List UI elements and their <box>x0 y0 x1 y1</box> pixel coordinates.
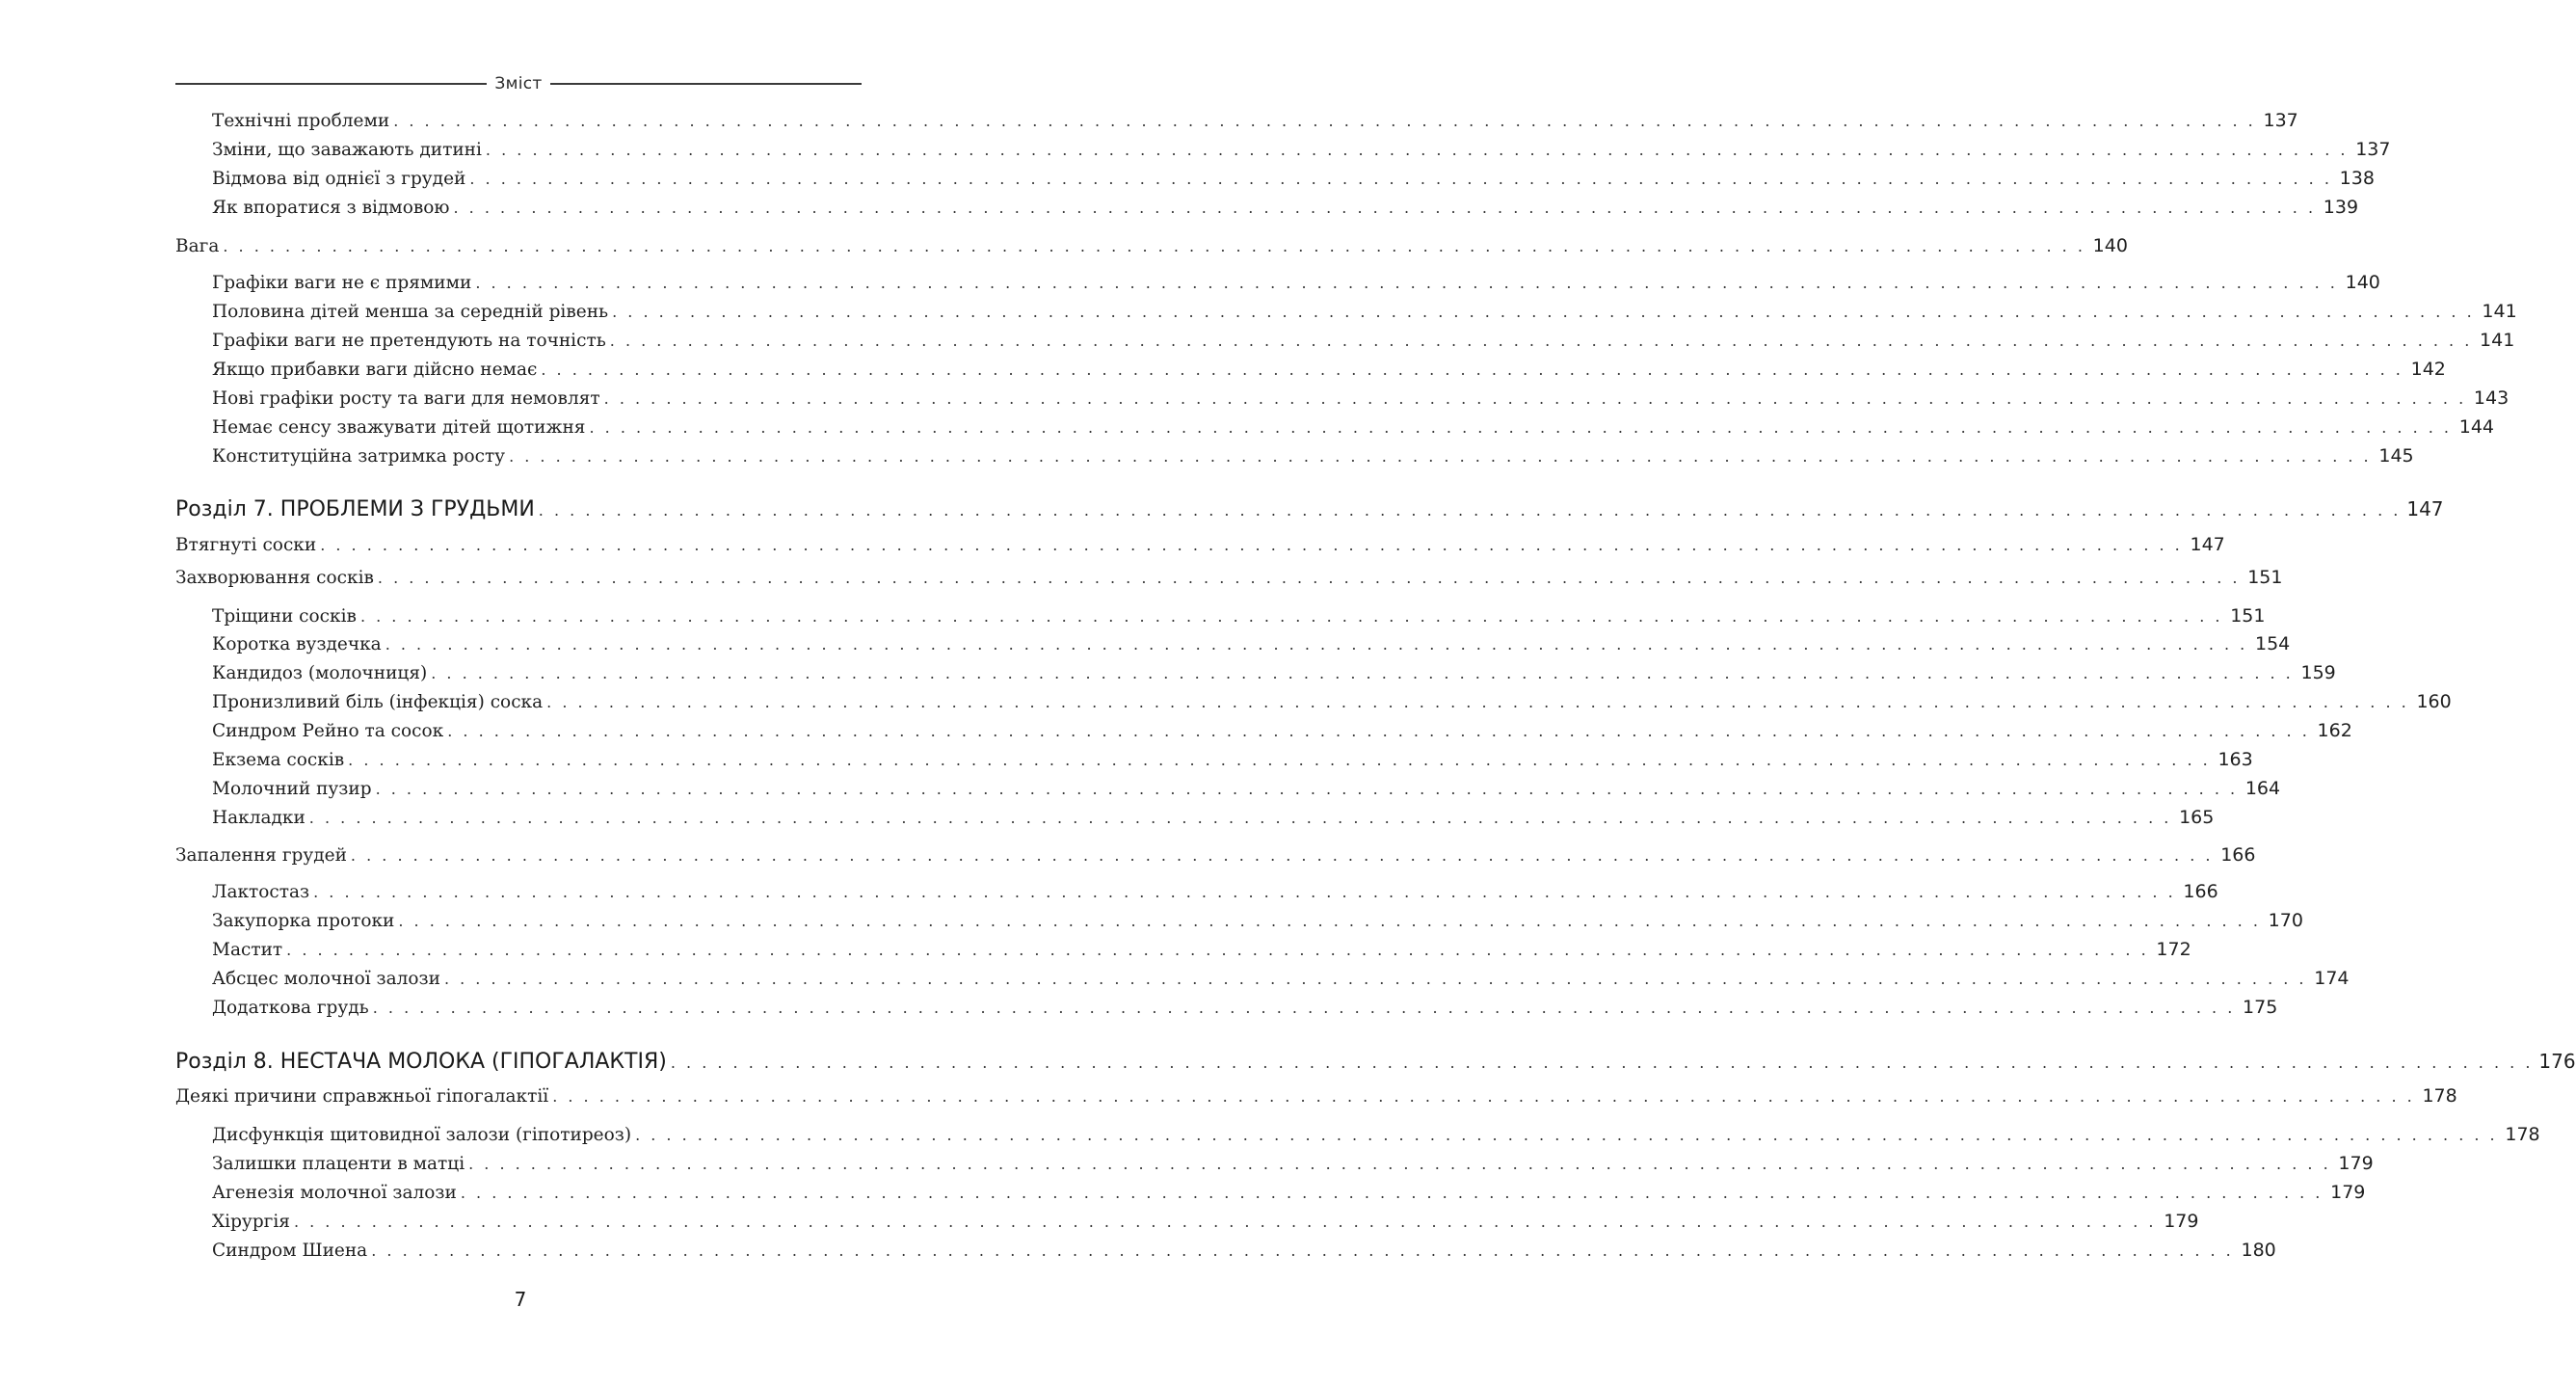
toc-entry-page-number: 137 <box>2263 110 2298 131</box>
toc-entry-page-number: 147 <box>2406 497 2444 520</box>
toc-entry-page-number: 145 <box>2378 445 2414 467</box>
dot-leader: . . . . . . . . . . . . . . . . . . . . . . . . . . . . . . . . . . . . . . . . . . . . . . . . . . . . . . . . . . . . . . . . . . . . . . . . . . . . . . . . . . . . . . . . . . . . . . . . . . . . . . . . . . . . . . . . . . . . . . . . <box>348 751 2211 769</box>
toc-entry-title: Дисфункція щитовидної залози (гіпотиреоз) <box>212 1125 632 1145</box>
dot-leader: . . . . . . . . . . . . . . . . . . . . . . . . . . . . . . . . . . . . . . . . . . . . . . . . . . . . . . . . . . . . . . . . . . . . . . . . . . . . . . . . . . . . . . . . . . . . . . . . . . . . . . . . . . . . . . . . . . . . . . . . <box>375 780 2239 798</box>
toc-entry-title: Якщо прибавки ваги дійсно немає <box>212 360 538 380</box>
toc-entry-sub <box>175 997 2278 1028</box>
dot-leader: . . . . . . . . . . . . . . . . . . . . . . . . . . . . . . . . . . . . . . . . . . . . . . . . . . . . . . . . . . . . . . . . . . . . . . . . . . . . . . . . . . . . . . . . . . . . . . . . . . . . . . . . . . . . . . . . . . . . . . . . <box>589 418 2453 437</box>
toc-entry-sub <box>175 662 2336 693</box>
dot-leader: . . . . . . . . . . . . . . . . . . . . . . . . . . . . . . . . . . . . . . . . . . . . . . . . . . . . . . . . . . . . . . . . . . . . . . . . . . . . . . . . . . . . . . . . . . . . . . . . . . . . . . . . . . . . . . . . . . . . . . . . <box>443 970 2307 988</box>
dot-leader: . . . . . . . . . . . . . . . . . . . . . . . . . . . . . . . . . . . . . . . . . . . . . . . . . . . . . . . . . . . . . . . . . . . . . . . . . . . . . . . . . . . . . . . . . . . . . . . . . . . . . . . . . . . . . . . . . . . . . . . . <box>538 501 2402 520</box>
dot-leader: . . . . . . . . . . . . . . . . . . . . . . . . . . . . . . . . . . . . . . . . . . . . . . . . . . . . . . . . . . . . . . . . . . . . . . . . . . . . . . . . . . . . . . . . . . . . . . . . . . . . . . . . . . . . . . . . . . . . . . . . <box>372 999 2236 1017</box>
toc-entry-page-number: 160 <box>2416 691 2452 712</box>
toc-entry-title: Агенезія молочної залози <box>212 1183 457 1203</box>
toc-entry-section <box>175 534 2225 565</box>
toc-entry-page-number: 143 <box>2473 387 2510 409</box>
toc-entry-title: Графіки ваги не претендують на точність <box>212 331 606 351</box>
toc-entry-page-number: 163 <box>2217 749 2253 770</box>
toc-entry-page-number: 174 <box>2314 968 2350 989</box>
toc-entry-sub <box>175 633 2291 664</box>
dot-leader: . . . . . . . . . . . . . . . . . . . . . . . . . . . . . . . . . . . . . . . . . . . . . . . . . . . . . . . . . . . . . . . . . . . . . . . . . . . . . . . . . . . . . . . . . . . . . . . . . . . . . . . . . . . . . . . . . . . . . . . . <box>223 237 2085 255</box>
toc-entry-title: Абсцес молочної залози <box>212 969 440 989</box>
toc-entry-sub <box>175 168 2375 199</box>
toc-entry-title: Кандидоз (молочниця) <box>212 663 428 683</box>
dot-leader: . . . . . . . . . . . . . . . . . . . . . . . . . . . . . . . . . . . . . . . . . . . . . . . . . . . . . . . . . . . . . . . . . . . . . . . . . . . . . . . . . . . . . . . . . . . . . . . . . . . . . . . . . . . . . . . . . . . . . . . . <box>350 846 2214 865</box>
toc-entry-page-number: 176 <box>2538 1050 2576 1073</box>
toc-entry-title: Конституційна затримка росту <box>212 446 506 467</box>
dot-leader: . . . . . . . . . . . . . . . . . . . . . . . . . . . . . . . . . . . . . . . . . . . . . . . . . . . . . . . . . . . . . . . . . . . . . . . . . . . . . . . . . . . . . . . . . . . . . . . . . . . . . . . . . . . . . . . . . . . . . . . . <box>541 360 2403 379</box>
toc-entry-title: Мастит <box>212 940 283 960</box>
toc-entry-title: Захворювання сосків <box>175 568 374 588</box>
dot-leader: . . . . . . . . . . . . . . . . . . . . . . . . . . . . . . . . . . . . . . . . . . . . . . . . . . . . . . . . . . . . . . . . . . . . . . . . . . . . . . . . . . . . . . . . . . . . . . . . . . . . . . . . . . . . . . . . . . . . . . . . <box>286 941 2149 959</box>
toc-entry-page-number: 144 <box>2458 416 2495 438</box>
dot-leader: . . . . . . . . . . . . . . . . . . . . . . . . . . . . . . . . . . . . . . . . . . . . . . . . . . . . . . . . . . . . . . . . . . . . . . . . . . . . . . . . . . . . . . . . . . . . . . . . . . . . . . . . . . . . . . . . . . . . . . . . <box>320 536 2183 554</box>
dot-leader: . . . . . . . . . . . . . . . . . . . . . . . . . . . . . . . . . . . . . . . . . . . . . . . . . . . . . . . . . . . . . . . . . . . . . . . . . . . . . . . . . . . . . . . . . . . . . . . . . . . . . . . . . . . . . . . . . . . . . . . . <box>468 1155 2331 1173</box>
toc-entry-page-number: 141 <box>2480 330 2515 351</box>
dot-leader: . . . . . . . . . . . . . . . . . . . . . . . . . . . . . . . . . . . . . . . . . . . . . . . . . . . . . . . . . . . . . . . . . . . . . . . . . . . . . . . . . . . . . . . . . . . . . . . . . . . . . . . . . . . . . . . . . . . . . . . . <box>670 1054 2534 1072</box>
toc-entry-page-number: 162 <box>2317 720 2352 741</box>
toc-entry-page-number: 141 <box>2482 301 2517 322</box>
toc-entry-title: Тріщини сосків <box>212 606 357 627</box>
toc-entry-title: Вага <box>175 236 220 256</box>
running-header <box>175 71 862 96</box>
toc-entry-sub <box>175 968 2350 999</box>
dot-leader: . . . . . . . . . . . . . . . . . . . . . . . . . . . . . . . . . . . . . . . . . . . . . . . . . . . . . . . . . . . . . . . . . . . . . . . . . . . . . . . . . . . . . . . . . . . . . . . . . . . . . . . . . . . . . . . . . . . . . . . . <box>469 170 2332 188</box>
toc-entry-title: Деякі причини справжньої гіпогалактії <box>175 1086 549 1107</box>
toc-entry-title: Розділ 7. ПРОБЛЕМИ З ГРУДЬМИ <box>175 497 535 521</box>
toc-entry-title: Розділ 8. НЕСТАЧА МОЛОКА (ГІПОГАЛАКТІЯ) <box>175 1050 667 1074</box>
dot-leader: . . . . . . . . . . . . . . . . . . . . . . . . . . . . . . . . . . . . . . . . . . . . . . . . . . . . . . . . . . . . . . . . . . . . . . . . . . . . . . . . . . . . . . . . . . . . . . . . . . . . . . . . . . . . . . . . . . . . . . . . <box>447 722 2310 740</box>
dot-leader: . . . . . . . . . . . . . . . . . . . . . . . . . . . . . . . . . . . . . . . . . . . . . . . . . . . . . . . . . . . . . . . . . . . . . . . . . . . . . . . . . . . . . . . . . . . . . . . . . . . . . . . . . . . . . . . . . . . . . . . . <box>359 607 2223 626</box>
toc-entry-title: Відмова від однієї з грудей <box>212 169 466 189</box>
toc-entry-sub <box>175 1240 2276 1270</box>
toc-entry-sub <box>175 110 2298 141</box>
toc-entry-page-number: 140 <box>2345 272 2380 293</box>
toc-entry-page-number: 179 <box>2338 1153 2374 1174</box>
toc-entry-page-number: 159 <box>2300 662 2336 683</box>
toc-entry-sub <box>175 359 2446 389</box>
dot-leader: . . . . . . . . . . . . . . . . . . . . . . . . . . . . . . . . . . . . . . . . . . . . . . . . . . . . . . . . . . . . . . . . . . . . . . . . . . . . . . . . . . . . . . . . . . . . . . . . . . . . . . . . . . . . . . . . . . . . . . . . <box>293 1213 2157 1231</box>
toc-entry-page-number: 170 <box>2268 910 2303 931</box>
toc-entry-sub <box>175 1211 2199 1241</box>
toc-entry-sub <box>175 749 2253 780</box>
toc-entry-title: Половина дітей менша за середній рівень <box>212 302 609 322</box>
toc-entry-sub <box>175 272 2380 303</box>
dot-leader: . . . . . . . . . . . . . . . . . . . . . . . . . . . . . . . . . . . . . . . . . . . . . . . . . . . . . . . . . . . . . . . . . . . . . . . . . . . . . . . . . . . . . . . . . . . . . . . . . . . . . . . . . . . . . . . . . . . . . . . . <box>453 199 2317 217</box>
toc-entry-page-number: 166 <box>2220 844 2256 866</box>
toc-entry-page-number: 147 <box>2190 534 2225 555</box>
dot-leader: . . . . . . . . . . . . . . . . . . . . . . . . . . . . . . . . . . . . . . . . . . . . . . . . . . . . . . . . . . . . . . . . . . . . . . . . . . . . . . . . . . . . . . . . . . . . . . . . . . . . . . . . . . . . . . . . . . . . . . . . <box>431 664 2294 682</box>
toc-entry-sub <box>175 939 2191 970</box>
dot-leader: . . . . . . . . . . . . . . . . . . . . . . . . . . . . . . . . . . . . . . . . . . . . . . . . . . . . . . . . . . . . . . . . . . . . . . . . . . . . . . . . . . . . . . . . . . . . . . . . . . . . . . . . . . . . . . . . . . . . . . . . <box>475 274 2338 292</box>
header-rule-left <box>175 83 487 85</box>
toc-entry-title: Синдром Шиена <box>212 1241 368 1261</box>
dot-leader: . . . . . . . . . . . . . . . . . . . . . . . . . . . . . . . . . . . . . . . . . . . . . . . . . . . . . . . . . . . . . . . . . . . . . . . . . . . . . . . . . . . . . . . . . . . . . . . . . . . . . . . . . . . . . . . . . . . . . . . . <box>612 303 2475 321</box>
toc-entry-page-number: 166 <box>2183 881 2218 902</box>
dot-leader: . . . . . . . . . . . . . . . . . . . . . . . . . . . . . . . . . . . . . . . . . . . . . . . . . . . . . . . . . . . . . . . . . . . . . . . . . . . . . . . . . . . . . . . . . . . . . . . . . . . . . . . . . . . . . . . . . . . . . . . . <box>485 141 2349 159</box>
dot-leader: . . . . . . . . . . . . . . . . . . . . . . . . . . . . . . . . . . . . . . . . . . . . . . . . . . . . . . . . . . . . . . . . . . . . . . . . . . . . . . . . . . . . . . . . . . . . . . . . . . . . . . . . . . . . . . . . . . . . . . . . <box>460 1184 2324 1202</box>
toc-entry-title: Запалення грудей <box>175 845 347 866</box>
toc-entry-page-number: 140 <box>2092 235 2128 256</box>
toc-entry-page-number: 179 <box>2330 1182 2366 1203</box>
toc-entry-sub <box>175 445 2414 476</box>
toc-entry-title: Немає сенсу зважувати дітей щотижня <box>212 417 586 438</box>
toc-entry-sub <box>175 139 2391 170</box>
toc-entry-page-number: 178 <box>2505 1124 2540 1145</box>
toc-entry-title: Додаткова грудь <box>212 998 369 1018</box>
dot-leader: . . . . . . . . . . . . . . . . . . . . . . . . . . . . . . . . . . . . . . . . . . . . . . . . . . . . . . . . . . . . . . . . . . . . . . . . . . . . . . . . . . . . . . . . . . . . . . . . . . . . . . . . . . . . . . . . . . . . . . . . <box>635 1126 2498 1144</box>
toc-entry-title: Нові графіки росту та ваги для немовлят <box>212 388 600 409</box>
toc-entry-sub <box>175 330 2515 360</box>
toc-entry-sub <box>175 691 2452 722</box>
toc-entry-page-number: 151 <box>2247 567 2283 588</box>
toc-entry-chapter <box>175 497 2444 528</box>
toc-entry-sub <box>175 301 2517 332</box>
dot-leader: . . . . . . . . . . . . . . . . . . . . . . . . . . . . . . . . . . . . . . . . . . . . . . . . . . . . . . . . . . . . . . . . . . . . . . . . . . . . . . . . . . . . . . . . . . . . . . . . . . . . . . . . . . . . . . . . . . . . . . . . <box>603 389 2467 408</box>
toc-entry-title: Технічні проблеми <box>212 111 390 131</box>
toc-entry-sub <box>175 605 2266 636</box>
toc-entry-title: Хірургія <box>212 1212 290 1232</box>
toc-entry-sub <box>175 416 2495 447</box>
toc-entry-section <box>175 567 2283 598</box>
toc-entry-title: Екзема сосків <box>212 750 345 770</box>
toc-entry-sub <box>175 197 2359 227</box>
dot-leader: . . . . . . . . . . . . . . . . . . . . . . . . . . . . . . . . . . . . . . . . . . . . . . . . . . . . . . . . . . . . . . . . . . . . . . . . . . . . . . . . . . . . . . . . . . . . . . . . . . . . . . . . . . . . . . . . . . . . . . . . <box>308 809 2172 827</box>
toc-entry-title: Коротка вуздечка <box>212 634 382 654</box>
dot-leader: . . . . . . . . . . . . . . . . . . . . . . . . . . . . . . . . . . . . . . . . . . . . . . . . . . . . . . . . . . . . . . . . . . . . . . . . . . . . . . . . . . . . . . . . . . . . . . . . . . . . . . . . . . . . . . . . . . . . . . . . <box>609 332 2473 350</box>
toc-entry-title: Синдром Рейно та сосок <box>212 721 444 741</box>
toc-entry-sub <box>175 1182 2366 1213</box>
header-rule-right <box>550 83 862 85</box>
toc-entry-sub <box>175 720 2352 751</box>
toc-entry-title: Втягнуті соски <box>175 535 317 555</box>
running-header-title: Зміст <box>494 74 543 93</box>
toc-entry-page-number: 179 <box>2164 1211 2199 1232</box>
toc-entry-sub <box>175 807 2215 838</box>
page-number: 7 <box>514 1288 527 1311</box>
toc-entry-page-number: 180 <box>2241 1240 2276 1261</box>
toc-entry-title: Залишки плаценти в матці <box>212 1154 465 1174</box>
toc-entry-title: Накладки <box>212 808 305 828</box>
toc-entry-title: Молочний пузир <box>212 779 372 799</box>
toc-entry-page-number: 139 <box>2323 197 2359 218</box>
toc-entry-sub <box>175 881 2218 912</box>
dot-leader: . . . . . . . . . . . . . . . . . . . . . . . . . . . . . . . . . . . . . . . . . . . . . . . . . . . . . . . . . . . . . . . . . . . . . . . . . . . . . . . . . . . . . . . . . . . . . . . . . . . . . . . . . . . . . . . . . . . . . . . . <box>509 447 2372 466</box>
toc-entry-page-number: 172 <box>2156 939 2191 960</box>
toc-entry-sub <box>175 1124 2540 1155</box>
dot-leader: . . . . . . . . . . . . . . . . . . . . . . . . . . . . . . . . . . . . . . . . . . . . . . . . . . . . . . . . . . . . . . . . . . . . . . . . . . . . . . . . . . . . . . . . . . . . . . . . . . . . . . . . . . . . . . . . . . . . . . . . <box>385 635 2248 654</box>
toc-entry-title: Пронизливий біль (інфекція) соска <box>212 692 544 712</box>
toc-entry-page-number: 151 <box>2230 605 2266 627</box>
toc-entry-section <box>175 1085 2457 1116</box>
toc-entry-sub <box>175 910 2303 941</box>
toc-entry-page-number: 154 <box>2254 633 2291 654</box>
dot-leader: . . . . . . . . . . . . . . . . . . . . . . . . . . . . . . . . . . . . . . . . . . . . . . . . . . . . . . . . . . . . . . . . . . . . . . . . . . . . . . . . . . . . . . . . . . . . . . . . . . . . . . . . . . . . . . . . . . . . . . . . <box>398 912 2261 930</box>
toc-entry-title: Закупорка протоки <box>212 911 395 931</box>
dot-leader: . . . . . . . . . . . . . . . . . . . . . . . . . . . . . . . . . . . . . . . . . . . . . . . . . . . . . . . . . . . . . . . . . . . . . . . . . . . . . . . . . . . . . . . . . . . . . . . . . . . . . . . . . . . . . . . . . . . . . . . . <box>313 883 2176 901</box>
toc-entry-chapter <box>175 1050 2576 1081</box>
dot-leader: . . . . . . . . . . . . . . . . . . . . . . . . . . . . . . . . . . . . . . . . . . . . . . . . . . . . . . . . . . . . . . . . . . . . . . . . . . . . . . . . . . . . . . . . . . . . . . . . . . . . . . . . . . . . . . . . . . . . . . . . <box>546 693 2409 711</box>
toc-entry-page-number: 175 <box>2243 997 2278 1018</box>
toc-entry-title: Як впоратися з відмовою <box>212 198 450 218</box>
dot-leader: . . . . . . . . . . . . . . . . . . . . . . . . . . . . . . . . . . . . . . . . . . . . . . . . . . . . . . . . . . . . . . . . . . . . . . . . . . . . . . . . . . . . . . . . . . . . . . . . . . . . . . . . . . . . . . . . . . . . . . . . <box>393 112 2256 130</box>
toc-entry-page-number: 165 <box>2179 807 2215 828</box>
dot-leader: . . . . . . . . . . . . . . . . . . . . . . . . . . . . . . . . . . . . . . . . . . . . . . . . . . . . . . . . . . . . . . . . . . . . . . . . . . . . . . . . . . . . . . . . . . . . . . . . . . . . . . . . . . . . . . . . . . . . . . . . <box>377 569 2241 587</box>
toc-entry-page-number: 178 <box>2422 1085 2457 1107</box>
toc-entry-page-number: 138 <box>2339 168 2375 189</box>
toc-entry-page-number: 142 <box>2410 359 2446 380</box>
toc-entry-section <box>175 844 2256 875</box>
toc-entry-page-number: 137 <box>2355 139 2391 160</box>
toc-entry-title: Зміни, що заважають дитині <box>212 140 482 160</box>
toc-entry-sub <box>175 1153 2374 1184</box>
toc-entry-sub <box>175 387 2510 418</box>
toc-entry-section <box>175 235 2128 266</box>
dot-leader: . . . . . . . . . . . . . . . . . . . . . . . . . . . . . . . . . . . . . . . . . . . . . . . . . . . . . . . . . . . . . . . . . . . . . . . . . . . . . . . . . . . . . . . . . . . . . . . . . . . . . . . . . . . . . . . . . . . . . . . . <box>371 1241 2234 1260</box>
toc-entry-sub <box>175 778 2281 809</box>
toc-entry-title: Графіки ваги не є прямими <box>212 273 472 293</box>
toc-entry-title: Лактостаз <box>212 882 310 902</box>
toc-entry-page-number: 164 <box>2244 778 2281 799</box>
dot-leader: . . . . . . . . . . . . . . . . . . . . . . . . . . . . . . . . . . . . . . . . . . . . . . . . . . . . . . . . . . . . . . . . . . . . . . . . . . . . . . . . . . . . . . . . . . . . . . . . . . . . . . . . . . . . . . . . . . . . . . . . <box>552 1087 2415 1106</box>
